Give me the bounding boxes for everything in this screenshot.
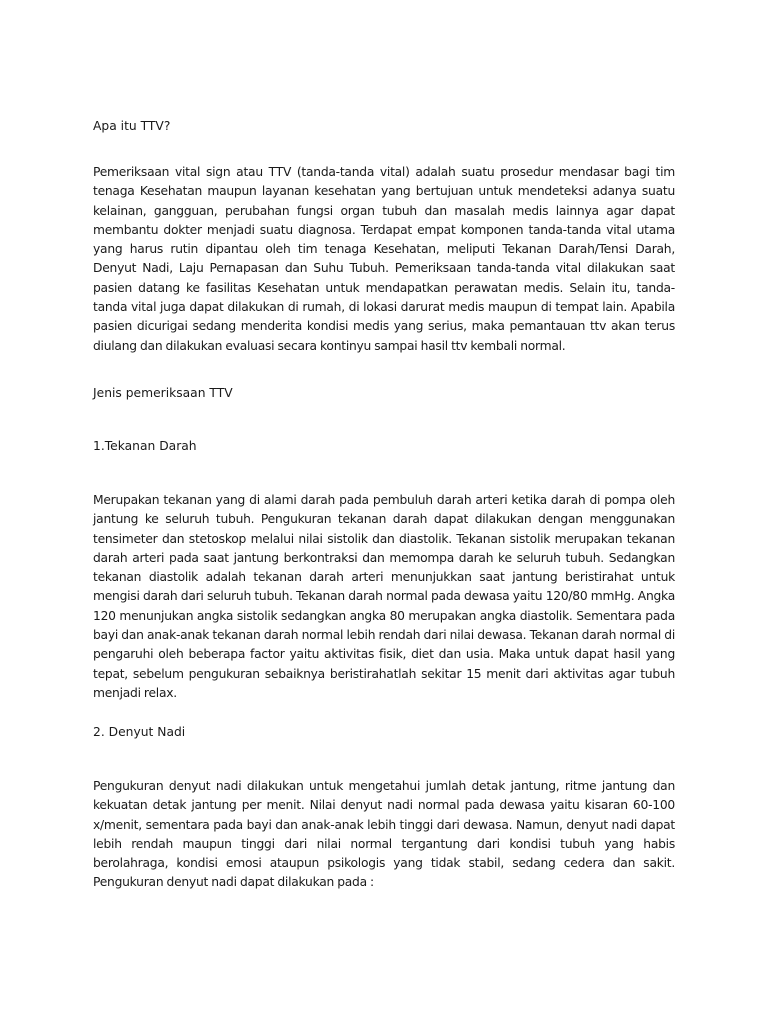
heading-apa-itu-ttv: Apa itu TTV? xyxy=(93,119,171,133)
paragraph-denyut-nadi: Pengukuran denyut nadi dilakukan untuk mengetahui jumlah detak jantung, ritme jantung dan kekuatan detak jantung per menit. Nilai denyut nadi normal pada dewasa yaitu kisaran 60-100 x/menit, sementara pada bayi dan anak-anak lebih tinggi dari dewasa. Namun, denyut nadi dapat lebih rendah maupun tinggi dari nilai normal tergantung dari kondisi tubuh yang habis berolahraga, kondisi emosi ataupun psikologis yang tidak stabil, sedang cedera dan sakit. Pengukuran denyut nadi dapat dilakukan pada : xyxy=(93,779,675,890)
heading-denyut-nadi: 2. Denyut Nadi xyxy=(93,725,186,739)
paragraph-definition-ttv: Pemeriksaan vital sign atau TTV (tanda-tanda vital) adalah suatu prosedur mendasar bagi tim tenaga Kesehatan maupun layanan kesehatan yang bertujuan untuk mendeteksi adanya suatu kelainan, gangguan, perubahan fungsi organ tubuh dan masalah medis lainnya agar dapat membantu dokter menjadi suatu diagnosa. Terdapat empat komponen tanda-tanda vital utama yang harus rutin dipantau oleh tim tenaga Kesehatan, meliputi Tekanan Darah/Tensi Darah, Denyut Nadi, Laju Pernapasan dan Suhu Tubuh. Pemeriksaan tanda-tanda vital dilakukan saat pasien datang ke fasilitas Kesehatan untuk mendapatkan perawatan medis. Selain itu, tanda-tanda vital juga dapat dilakukan di rumah, di lokasi darurat medis maupun di tempat lain. Apabila pasien dicurigai sedang menderita kondisi medis yang serius, maka pemantauan ttv akan terus diulang dan dilakukan evaluasi secara kontinyu sampai hasil ttv kembali normal. xyxy=(93,165,675,353)
paragraph-tekanan-darah: Merupakan tekanan yang di alami darah pada pembuluh darah arteri ketika darah di pompa oleh jantung ke seluruh tubuh. Pengukuran tekanan darah dapat dilakukan dengan menggunakan tensimeter dan stetoskop melalui nilai sistolik dan diastolik. Tekanan sistolik merupakan tekanan darah arteri pada saat jantung berkontraksi dan memompa darah ke seluruh tubuh. Sedangkan tekanan diastolik adalah tekanan darah arteri menunjukkan saat jantung beristirahat untuk mengisi darah dari seluruh tubuh. Tekanan darah normal pada dewasa yaitu 120/80 mmHg. Angka 120 menunjukan angka sistolik sedangkan angka 80 merupakan angka diastolik. Sementara pada bayi dan anak-anak tekanan darah normal lebih rendah dari nilai dewasa. Tekanan darah normal di pengaruhi oleh beberapa factor yaitu aktivitas fisik, diet dan usia. Maka untuk dapat hasil yang tepat, sebelum pengukuran sebaiknya beristirahatlah sekitar 15 menit dari aktivitas agar tubuh menjadi relax. xyxy=(93,493,675,700)
heading-tekanan-darah: 1.Tekanan Darah xyxy=(93,439,197,453)
heading-jenis-pemeriksaan: Jenis pemeriksaan TTV xyxy=(93,386,233,400)
